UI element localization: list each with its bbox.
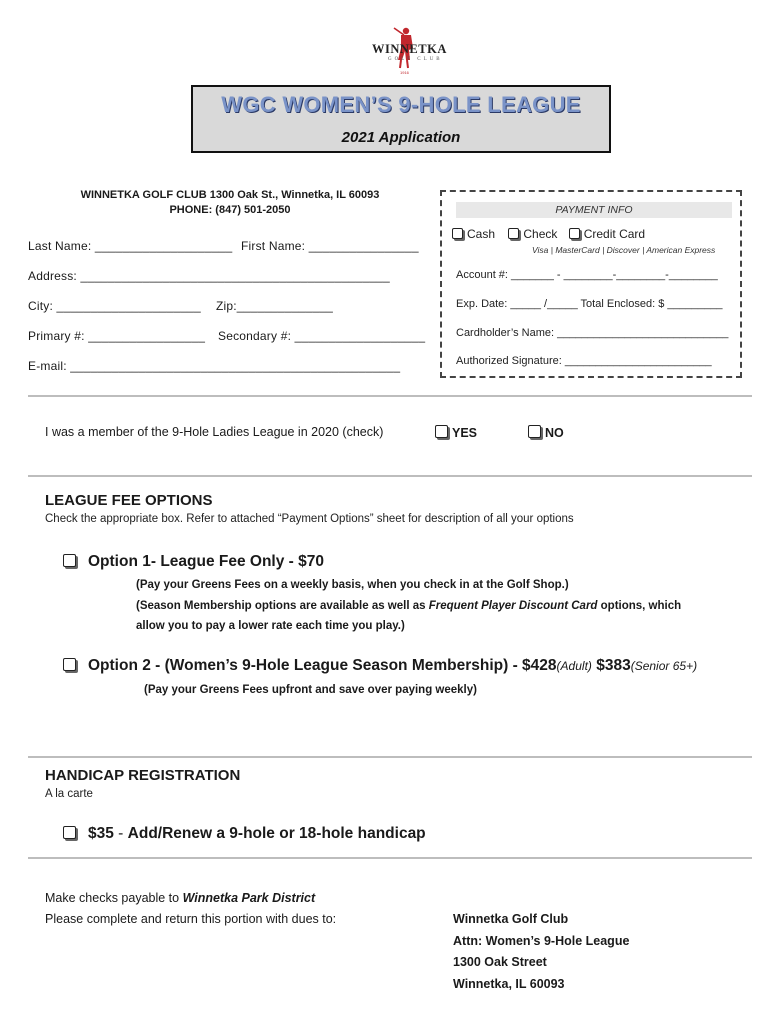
page-subtitle: 2021 Application: [341, 129, 461, 146]
option1-line1: (Pay your Greens Fees on a weekly basis, when you check in at the Golf Shop.): [136, 579, 569, 591]
cash-label: Cash: [467, 227, 496, 241]
no-label: NO: [545, 426, 564, 440]
payment-info-box: [440, 190, 742, 378]
zip-field[interactable]: Zip:______________: [216, 299, 334, 313]
mail-line: Winnetka, IL 60093: [453, 976, 565, 991]
mail-line: Winnetka Golf Club: [453, 912, 569, 926]
divider: [28, 395, 752, 397]
option1-row[interactable]: [63, 553, 324, 571]
option2-senior: Senior 65+: [634, 659, 694, 673]
credit-card-checkbox[interactable]: [569, 228, 580, 239]
handicap-option-row[interactable]: [63, 825, 426, 843]
card-types: Visa | MasterCard | Discover | American Express: [532, 245, 716, 255]
address-field[interactable]: Address: _____________________________________________: [28, 269, 390, 283]
option2-row[interactable]: [63, 657, 697, 675]
city-field[interactable]: City: _____________________: [28, 299, 201, 313]
option2-checkbox[interactable]: [63, 658, 76, 671]
club-address: [50, 188, 410, 218]
divider: [28, 857, 752, 859]
cardholder-name-field[interactable]: Cardholder’s Name: ____________________________: [456, 327, 729, 339]
signature-field[interactable]: Authorized Signature: ________________________: [456, 355, 712, 367]
mail-line: 1300 Oak Street: [453, 955, 547, 969]
divider: [28, 756, 752, 758]
option2-adult-close: ): [587, 659, 592, 673]
option1-title: Option 1- League Fee Only - $70: [88, 553, 324, 570]
checks-payable: [45, 891, 315, 905]
handicap-sub: A la carte: [45, 788, 93, 800]
option2-senior-price: $383: [596, 657, 631, 674]
divider: [28, 475, 752, 477]
option1-line2-em: Frequent Player Discount Card: [428, 599, 598, 612]
primary-phone-field[interactable]: Primary #: _________________: [28, 329, 206, 343]
payment-method-row: [452, 227, 645, 241]
handicap-separator: -: [113, 825, 128, 842]
option2-title: Option 2 - (Women’s 9-Hole League Season Membership) - $428: [88, 657, 557, 674]
winnetka-logo: [360, 26, 450, 78]
checks-payable-name: Winnetka Park District: [182, 891, 316, 905]
yes-checkbox[interactable]: [435, 425, 448, 438]
club-phone-line: PHONE: (847) 501-2050: [169, 204, 291, 216]
option1-description: [136, 575, 681, 637]
option2-senior-open: (: [630, 659, 635, 673]
yes-label: YES: [452, 426, 478, 440]
payment-header: PAYMENT INFO: [456, 202, 732, 218]
no-checkbox[interactable]: [528, 425, 541, 438]
option2-adult: Adult: [560, 659, 588, 673]
check-checkbox[interactable]: [508, 228, 519, 239]
option1-checkbox[interactable]: [63, 554, 76, 567]
first-name-field[interactable]: First Name: ________________: [241, 239, 419, 253]
mail-line: Attn: Women’s 9-Hole League: [453, 933, 630, 948]
option1-line2: [136, 596, 681, 617]
member-no-option[interactable]: [528, 425, 564, 440]
member-yes-option[interactable]: [435, 425, 477, 440]
member-question: I was a member of the 9-Hole Ladies League in 2020 (check): [45, 425, 384, 439]
option2-adult-open: (: [556, 659, 561, 673]
last-name-field[interactable]: Last Name: ____________________: [28, 239, 233, 253]
handicap-checkbox[interactable]: [63, 826, 76, 839]
account-number-field[interactable]: Account #: _______ - ________-________-________: [456, 269, 718, 281]
email-field[interactable]: E-mail: ________________________________________________: [28, 359, 401, 373]
logo-name: WINNETKA: [372, 42, 447, 56]
checks-payable-pre: Make checks payable to: [45, 891, 183, 905]
league-fee-instruction: Check the appropriate box. Refer to attached “Payment Options” sheet for description of all your options: [45, 513, 574, 525]
option2-description: (Pay your Greens Fees upfront and save over paying weekly): [144, 684, 477, 696]
check-label: Check: [523, 227, 558, 241]
handicap-option-label: Add/Renew a 9-hole or 18-hole handicap: [127, 825, 426, 842]
credit-card-label: Credit Card: [583, 227, 646, 241]
handicap-heading: HANDICAP REGISTRATION: [45, 767, 241, 784]
exp-date-field[interactable]: Exp. Date: _____ /_____ Total Enclosed: $ _________: [456, 298, 723, 310]
logo-sub: GOLF CLUB: [388, 57, 443, 62]
option1-line2-pre: (Season Membership options are available as well as: [136, 599, 429, 612]
option2-senior-close: ): [693, 659, 698, 673]
secondary-phone-field[interactable]: Secondary #: ___________________: [218, 329, 426, 343]
handicap-price: $35: [88, 825, 114, 842]
logo-est: 1916: [400, 70, 409, 75]
title-box: [191, 85, 611, 153]
league-fee-heading: LEAGUE FEE OPTIONS: [45, 492, 213, 509]
return-instruction: Please complete and return this portion with dues to:: [45, 912, 337, 926]
option1-line2-post: options, which: [597, 599, 682, 612]
cash-checkbox[interactable]: [452, 228, 463, 239]
option1-line3: allow you to pay a lower rate each time you play.): [136, 620, 405, 632]
mailing-address: [453, 909, 629, 995]
page-title: WGC WOMEN’S 9-HOLE LEAGUE: [221, 92, 581, 117]
club-address-line: WINNETKA GOLF CLUB 1300 Oak St., Winnetka, IL 60093: [80, 189, 380, 201]
